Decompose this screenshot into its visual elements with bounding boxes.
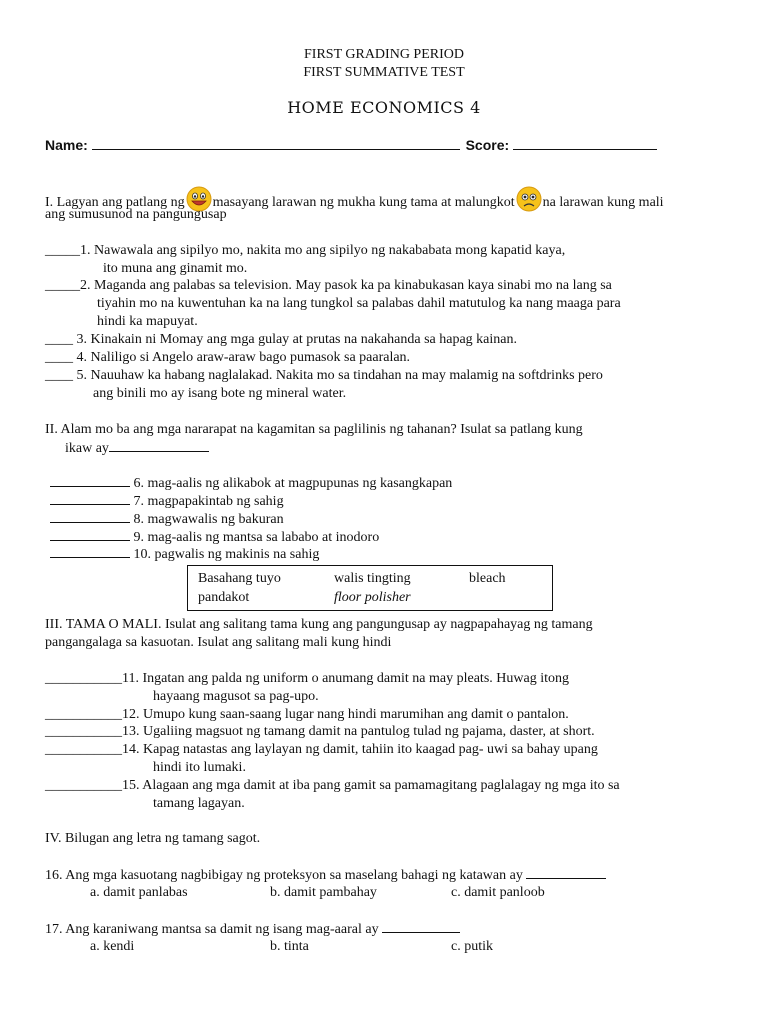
answer-blank[interactable]: [50, 474, 130, 487]
item-text: 6. mag-aalis ng alikabok at magpupunas ng kasangkapan: [133, 476, 453, 491]
instruction-text: ikaw ay: [65, 441, 109, 456]
item-text: 9. mag-aalis ng mantsa sa lababo at inodoro: [133, 530, 380, 545]
item-text: 1. Nawawala ang sipilyo mo, nakita mo ang sipilyo ng nakababata mong kapatid kaya,: [80, 243, 566, 258]
score-blank[interactable]: [513, 137, 657, 150]
choice-a[interactable]: a. kendi: [90, 939, 135, 954]
list-item: [45, 277, 612, 294]
list-item: [45, 741, 598, 758]
name-label: Name:: [45, 137, 88, 153]
section3-instruction: III. TAMA O MALI. Isulat ang salitang tama kung ang pangungusap ay nagpapahayag ng tamang: [45, 617, 593, 632]
section2-instruction-line2: [65, 439, 209, 457]
choice-a[interactable]: a. damit panlabas: [90, 885, 188, 900]
item-text: 10. pagwalis ng makinis na sahig: [133, 547, 320, 562]
item-text: 15. Alagaan ang mga damit at iba pang gamit sa pamamagitang paglalagay ng mga ito sa: [122, 778, 620, 793]
answer-blank[interactable]: ___________: [45, 742, 122, 757]
list-item: [50, 545, 319, 563]
item-text: 13. Ugaliing magsuot ng tamang damit na pantulog tulad ng pajama, daster, at short.: [122, 724, 595, 739]
answer-blank[interactable]: ___________: [45, 778, 122, 793]
word-bank-item: bleach: [469, 571, 506, 586]
name-blank[interactable]: [92, 137, 460, 150]
answer-blank[interactable]: [50, 528, 130, 541]
item-text: 7. magpapakintab ng sahig: [133, 494, 284, 509]
word-bank-item: pandakot: [198, 590, 250, 605]
list-item: [45, 723, 595, 740]
item-text: 2. Maganda ang palabas sa television. May pasok ka pa kinabukasan kaya sinabi mo na lang sa: [80, 278, 612, 293]
list-item: [45, 331, 517, 348]
answer-blank[interactable]: [526, 866, 606, 879]
answer-blank[interactable]: ____: [45, 332, 73, 347]
list-item: [45, 777, 620, 794]
item-continuation: ito muna ang ginamit mo.: [103, 261, 248, 276]
answer-blank[interactable]: [382, 920, 460, 933]
question: [45, 866, 606, 884]
answer-blank[interactable]: _____: [45, 278, 80, 293]
word-bank-item: floor polisher: [334, 590, 411, 605]
section2-instruction: II. Alam mo ba ang mga nararapat na kagamitan sa paglilinis ng tahanan? Isulat sa patlang kung: [45, 422, 583, 437]
item-text: 14. Kapag natastas ang laylayan ng damit, tahiin ito kaagad pag- uwi sa bahay upang: [122, 742, 598, 757]
item-text: 3. Kinakain ni Momay ang mga gulay at prutas na nakahanda sa hapag kainan.: [73, 332, 517, 347]
answer-blank[interactable]: [50, 492, 130, 505]
list-item: [45, 706, 569, 723]
answer-blank[interactable]: _____: [45, 243, 80, 258]
sad-face-icon: [516, 186, 542, 220]
word-bank-box: [187, 565, 553, 611]
answer-blank[interactable]: [50, 545, 130, 558]
section3-instruction-line2: pangangalaga sa kasuotan. Isulat ang salitang mali kung hindi: [45, 635, 392, 650]
question: [45, 920, 460, 938]
item-text: 8. magwawalis ng bakuran: [133, 512, 284, 527]
item-continuation: tamang lagayan.: [153, 796, 245, 811]
list-item: [45, 670, 569, 687]
item-continuation: hayaang magusot sa pag-upo.: [153, 689, 319, 704]
list-item: [50, 510, 284, 528]
question-text: 17. Ang karaniwang mantsa sa damit ng isang mag-aaral ay: [45, 922, 379, 937]
list-item: [45, 349, 410, 366]
choice-c[interactable]: c. damit panloob: [451, 885, 545, 900]
list-item: [50, 474, 452, 492]
word-bank-item: Basahang tuyo: [198, 571, 281, 586]
list-item: [45, 367, 603, 384]
score-label: Score:: [465, 137, 510, 153]
item-continuation: ang binili mo ay isang bote ng mineral water.: [93, 386, 347, 401]
answer-blank[interactable]: [50, 510, 130, 523]
answer-blank[interactable]: ___________: [45, 671, 122, 686]
item-text: 11. Ingatan ang palda ng uniform o anumang damit na may pleats. Huwag itong: [122, 671, 569, 686]
item-text: 5. Nauuhaw ka habang naglalakad. Nakita mo sa tindahan na may malamig na softdrinks pero: [73, 368, 603, 383]
list-item: [45, 242, 565, 259]
name-field: [45, 137, 657, 154]
choice-c[interactable]: c. putik: [451, 939, 493, 954]
item-text: 12. Umupo kung saan-saang lugar nang hindi marumihan ang damit o pantalon.: [122, 707, 569, 722]
answer-blank[interactable]: ____: [45, 350, 73, 365]
instruction-text: I. Lagyan ang patlang ng: [45, 195, 185, 211]
section1-instruction-line2: ang sumusunod na pangungusap: [45, 207, 227, 222]
item-continuation: hindi ito lumaki.: [153, 760, 246, 775]
word-bank-item: walis tingting: [334, 571, 411, 586]
instruction-text: masayang larawan ng mukha kung tama at malungkot: [212, 195, 515, 211]
instruction-text: na larawan kung mali: [542, 195, 664, 211]
list-item: [50, 492, 284, 510]
list-item: [50, 528, 379, 546]
header-line1: FIRST GRADING PERIOD: [304, 47, 464, 62]
choice-b[interactable]: b. damit pambahay: [270, 885, 377, 900]
answer-blank[interactable]: ____: [45, 368, 73, 383]
subject-title: HOME ECONOMICS 4: [287, 98, 481, 117]
answer-blank[interactable]: ___________: [45, 707, 122, 722]
choice-b[interactable]: b. tinta: [270, 939, 309, 954]
question-text: 16. Ang mga kasuotang nagbibigay ng proteksyon sa maselang bahagi ng katawan ay: [45, 868, 523, 883]
item-continuation: tiyahin mo na kuwentuhan ka na lang tungkol sa palabas dahil matutulog ka nang maaga para: [97, 296, 621, 311]
item-continuation: hindi ka mapuyat.: [97, 314, 198, 329]
answer-blank: [109, 439, 209, 452]
answer-blank[interactable]: ___________: [45, 724, 122, 739]
item-text: 4. Naliligo si Angelo araw-araw bago pumasok sa paaralan.: [73, 350, 411, 365]
header-line2: FIRST SUMMATIVE TEST: [303, 65, 465, 80]
section4-instruction: IV. Bilugan ang letra ng tamang sagot.: [45, 831, 261, 846]
